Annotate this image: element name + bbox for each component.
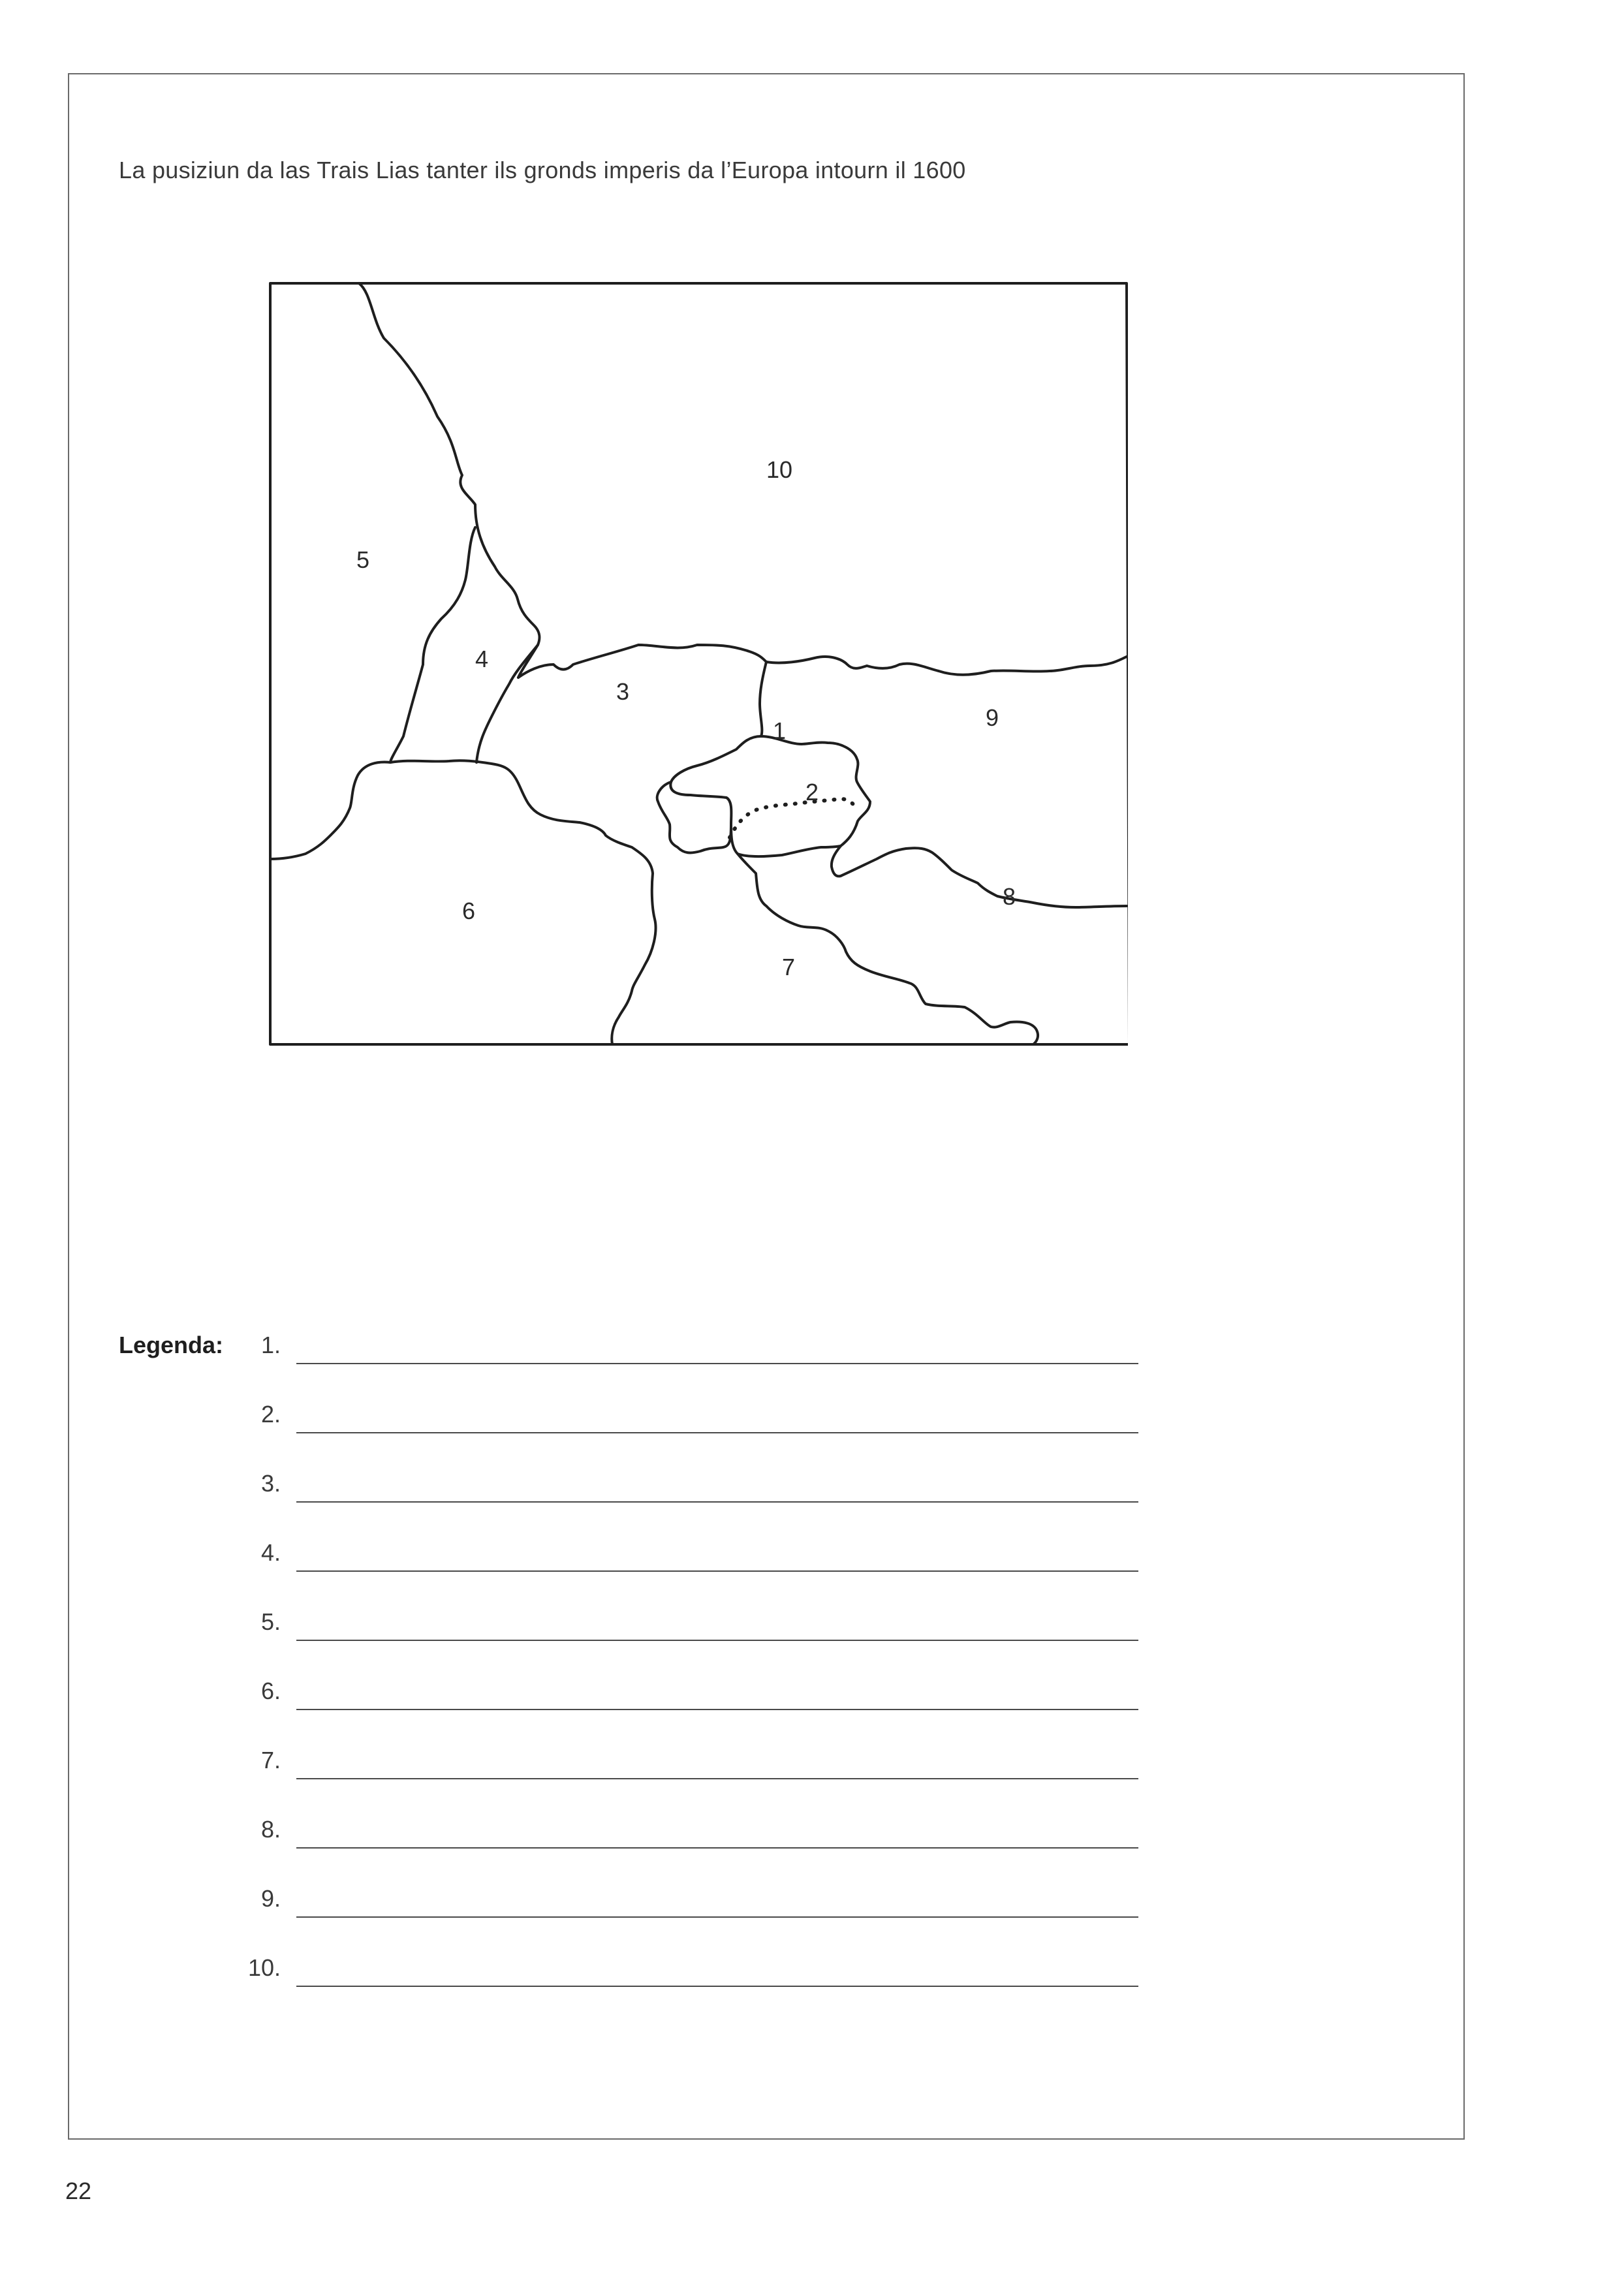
legend-item-number: 6. bbox=[260, 1678, 281, 1704]
border-line bbox=[390, 527, 475, 762]
legend-item-number: 9. bbox=[260, 1885, 281, 1912]
region-label-3: 3 bbox=[616, 678, 630, 705]
region-label-5: 5 bbox=[356, 546, 370, 573]
border-line bbox=[657, 782, 731, 852]
border-line bbox=[270, 762, 390, 859]
legend-answer-line bbox=[296, 1640, 1138, 1641]
region-label-7: 7 bbox=[781, 954, 796, 980]
legend-item-number: 2. bbox=[260, 1401, 281, 1428]
region-label-2: 2 bbox=[805, 779, 819, 805]
border-line bbox=[832, 846, 1127, 907]
page-number: 22 bbox=[65, 2178, 92, 2204]
region-1-outline bbox=[670, 736, 870, 856]
region-label-4: 4 bbox=[475, 646, 489, 672]
legend-answer-line bbox=[296, 1916, 1138, 1918]
border-line bbox=[359, 283, 539, 678]
border-line bbox=[760, 662, 766, 736]
border-line bbox=[390, 760, 656, 1044]
legend-item-number: 5. bbox=[260, 1608, 281, 1635]
page-title: La pusiziun da las Trais Lias tanter ils gronds imperis da l’Europa intourn il 1600 bbox=[119, 157, 966, 183]
legend-item-number: 7. bbox=[260, 1747, 281, 1773]
europe-map bbox=[266, 279, 1128, 1047]
legend-answer-line bbox=[296, 1778, 1138, 1779]
legend-item-number: 8. bbox=[260, 1816, 281, 1843]
legend-answer-line bbox=[296, 1847, 1138, 1849]
region-label-1: 1 bbox=[772, 717, 787, 744]
legend-answer-line bbox=[296, 1501, 1138, 1503]
region-label-9: 9 bbox=[985, 704, 999, 731]
legend-item-number: 1. bbox=[260, 1332, 281, 1358]
region-label-8: 8 bbox=[1002, 883, 1016, 910]
legend-answer-line bbox=[296, 1363, 1138, 1364]
dotted-border-line bbox=[730, 799, 854, 837]
border-line bbox=[738, 854, 1038, 1044]
border-line bbox=[766, 657, 1127, 675]
legend-heading: Legenda: bbox=[119, 1332, 224, 1358]
legend-item-number: 4. bbox=[260, 1539, 281, 1566]
legend-answer-line bbox=[296, 1986, 1138, 1987]
border-line bbox=[518, 645, 766, 678]
legend-item-number: 10. bbox=[247, 1954, 281, 1981]
map-border bbox=[270, 283, 1128, 1044]
legend-answer-line bbox=[296, 1709, 1138, 1710]
legend-item-number: 3. bbox=[260, 1470, 281, 1497]
legend-answer-line bbox=[296, 1432, 1138, 1433]
legend-answer-line bbox=[296, 1570, 1138, 1572]
region-label-10: 10 bbox=[766, 456, 793, 483]
region-label-6: 6 bbox=[461, 898, 476, 924]
